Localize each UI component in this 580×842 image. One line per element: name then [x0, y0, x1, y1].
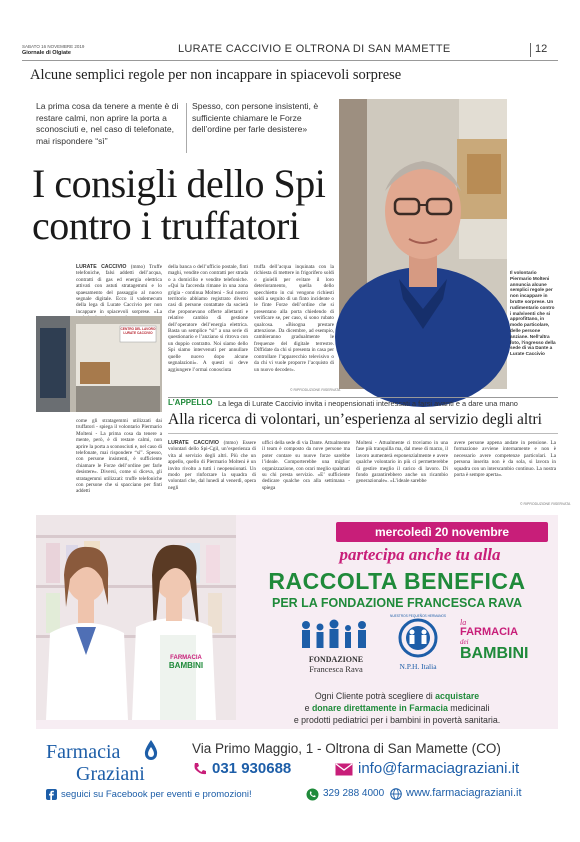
fb-logo-farmacia: FARMACIA [460, 626, 519, 638]
section-title: LURATE CACCIVIO E OLTRONA DI SAN MAMETTE [178, 43, 451, 55]
nph-ring-text: NUESTROS PEQUEÑOS HERMANOS [390, 614, 446, 618]
fb-logo-dei: dei [460, 638, 469, 646]
page-number: 12 [535, 43, 548, 55]
sidebar-headline: Alla ricerca di volontari, un’esperienza al servizio degli altri [168, 411, 542, 428]
sidebar-rule [168, 433, 558, 434]
body-column-2: della banca o dell’ufficio postale, finti maghi, vendite con contratti per strada o a domicilio e vendite telefoniche. «Qui la faccenda rimane in una zona grigia - continua Molteni - Sul nostro territorio abbiamo registrato diversi casi di persone contattate da società che proponevano offerte allettanti e relative cambio di gestione dell’operatore dell’energia elettrica. Basta un semplice “sì” a una serie di questionario e l’anziano si ritrova con un doppio contratto. Noi siamo dello Spi siamo intervenuti per annullare quelle nuovo dopo alcune segnalazioni». A questi si deve aggiungere l’ormai conosciuta [168, 264, 248, 373]
sidebar-label: L’APPELLO [168, 398, 213, 407]
page-divider [530, 43, 531, 57]
headline-line-1: I consigli dello Spi [32, 161, 326, 206]
family-icon [298, 618, 374, 648]
event-body-text-2a: e [304, 703, 312, 713]
sidebar-text-1: Essere volontari dello Spi-Cgil, un’esperienza di vita al servizio degli altri. Più che un appello, quello di Piermario Molteni è un invito rivolto a tutti i neopensionati. Un modo per rinforzare la squadra di volontari che, dal lunedì al venerdì, opera negli [168, 440, 256, 491]
nph-logo [382, 616, 454, 680]
sidebar-column-3: Molteni - Attualmente ci troviamo in una fase più tranquilla ma, dal mese di marzo, il lavoro aumenterà esponenzialmente e avere qualche volontario in più ci permetterebbe di gestire meglio il carico di lavoro. Di fondo garantirebbero anche un ricambio generazionale». «L’ideale sarebbe [356, 440, 448, 485]
event-body-line-1 [236, 691, 558, 701]
pharmacy-address: Via Primo Maggio, 1 - Oltrona di San Mamette (CO) [192, 741, 501, 756]
sidebar-column-4: avere persone appena andate in pensione. La formazione avviene internamente e non è necessario avere competenze particolari. La persona inserita non è da sola, si lavora in squadra con un interscambio continuo. La nostra porta è sempre aperta». [454, 440, 556, 479]
body-text-1: Truffe telefoniche, falsi addetti dell’acqua, contratti di gas ed energia elettrica attivati con astuti stratagemmi e lo spaesamento del passaggio al nuovo segnale digitale. Ecco il vademecum della lega di Lurate Caccivio per non incappare in spiacevoli sorprese. «La [76, 264, 163, 315]
event-date-banner: mercoledì 20 novembre [336, 522, 548, 542]
office-sign: CENTRO DEL LAVORO LURATE CACCIVIO [120, 327, 156, 335]
sidebar-lead-tag: (mmo) [223, 440, 238, 446]
event-body-emph-2: donare direttamente in Farmacia [311, 703, 448, 713]
fb-logo-bambini: BAMBINI [460, 645, 529, 662]
body-lead-tag: (mmo) [130, 264, 145, 270]
website-link[interactable]: www.farmaciagraziani.it [406, 787, 522, 799]
globe-icon [390, 788, 402, 800]
phone-icon [192, 761, 208, 777]
event-body-text-2c: medicinali [447, 703, 490, 713]
fondazione-logo [298, 618, 374, 680]
sidebar-column-2: uffici della sede di via Dante. Attualmente il team è composto da nove persone ma poter contare su nuove forze sarebbe l’ideale. Comporterebbe una miglior organizzazione, con orari meglio spalmati su chi presta servizio. «E’ sufficiente dedicare qualche ora alla settimana - spiega [262, 440, 350, 491]
advertisement [36, 515, 558, 803]
whatsapp-icon [306, 788, 319, 801]
deck-left: La prima cosa da tenere a mente è di restare calmi, non aprire la porta a sconosciuti e, nel caso di telefonate, mai rispondere “sì” [36, 101, 179, 146]
masthead-paper: Giornale di Olgiate [22, 50, 71, 56]
sidebar-lead: LURATE CACCIVIO [168, 440, 219, 446]
headline [32, 163, 325, 247]
office-photo [36, 316, 162, 412]
headline-line-2: contro i truffatori [32, 203, 300, 248]
body-column-3: truffa dell’acqua inquinata con la richiesta di mettere in frigorifero soldi o gioielli per evitare il loro deterioramento, quella dello specchietto in cui vengono richiesti soldi a seguito di un finto incidente o le finte Forze dell’ordine che si presentano alla porta chiedendo di verificare se, per caso, si sono rubato qualcosa. «Bisogna prestare attenzione. Da dicembre, ad esempio, cambieranno gradualmente le frequenze del digitale terrestre. Diffidate da chi si presenta in casa per controllare l’apparecchio televisivo o da chi vi vuole proporre l’acquisto di un nuovo decoder». [254, 264, 334, 373]
apron-logo-line-2: BAMBINI [168, 661, 204, 670]
event-body-text-1: Ogni Cliente potrà scegliere di [314, 691, 436, 701]
sidebar-byline: © RIPRODUZIONE RISERVATA [520, 502, 571, 506]
portrait-photo [339, 99, 507, 389]
fondazione-sub: Francesca Rava [309, 664, 363, 674]
event-body-emph-1: acquistare [435, 691, 480, 701]
whatsapp-number[interactable]: 329 288 4000 [323, 788, 385, 799]
pharmacy-name-1: Farmacia [46, 741, 121, 763]
masthead-date: SABATO 16 NOVEMBRE 2019 [22, 44, 85, 49]
deck-divider [186, 103, 187, 153]
photo-caption: Il volontario Piermario Molteni annuncia alcune semplici regole per non incappare in brutte sorprese. Un rudimentario contro i malviventi che si approfittano, in modo particolare, delle persone anziane. Nell’altra foto, l’ingresso della sede di via Dante a Lurate Caccivio [510, 270, 556, 357]
event-title: RACCOLTA BENEFICA [268, 568, 526, 594]
body-lead: LURATE CACCIVIO [76, 264, 127, 270]
kicker: Alcune semplici regole per non incappare in spiacevoli sorprese [30, 67, 402, 83]
facebook-text[interactable]: seguici su Facebook per eventi e promozioni! [61, 789, 252, 800]
sidebar-column-1 [168, 440, 256, 500]
body-column-1b: come gli stratagemmi utilizzati dai truffatori - spiega il volontario Piermario Molteni - La prima cosa da tenere a mente, però, è di restare calmi, non aprire la porta a sconosciuti e, nel caso di telefonate, mai rispondere “sì”. Spesso, con persone insistenti, è sufficiente chiamare le Forze dell’ordine per farle desistere». Diversi, come si diceva, gli stratagemmi utilizzati: truffe telefoniche con persone che si spacciano per finti addetti [76, 418, 162, 495]
deck-right: Spesso, con persone insistenti, è sufficiente chiamare le Forze dell’ordine per farle desistere» [192, 101, 319, 134]
fondazione-name: FONDAZIONE [308, 655, 364, 664]
event-subtitle: PER LA FONDAZIONE FRANCESCA RAVA [272, 596, 522, 610]
farmacia-bambini-logo [460, 618, 540, 678]
pharmacy-phone[interactable]: 031 930688 [212, 760, 292, 777]
sidebar-subtitle: La lega di Lurate Caccivio invita i neopensionati interessati a farsi avanti e a dare una mano [218, 399, 518, 408]
fb-logo-la: la [460, 618, 467, 627]
event-body-line-3: e prodotti pediatrici per i bambini in povertà sanitaria. [293, 715, 501, 725]
event-body-line-2 [236, 703, 558, 713]
article-byline: © RIPRODUZIONE RISERVATA [290, 388, 341, 392]
apron-logo [164, 655, 208, 691]
drop-icon [143, 739, 159, 761]
pharmacy-band [36, 729, 558, 803]
facebook-icon [46, 789, 57, 800]
pharmacy-email[interactable]: info@farmaciagraziani.it [358, 760, 520, 777]
pharmacy-name-2: Graziani [76, 763, 145, 785]
nph-emblem-icon [394, 616, 442, 658]
apron-logo-line-1: FARMACIA [170, 655, 202, 661]
header-rule [22, 60, 558, 61]
body-column-1 [76, 264, 163, 315]
email-icon [335, 763, 353, 776]
event-invite: partecipa anche tu alla [339, 545, 501, 564]
nph-name: N.P.H. Italia [399, 662, 437, 671]
